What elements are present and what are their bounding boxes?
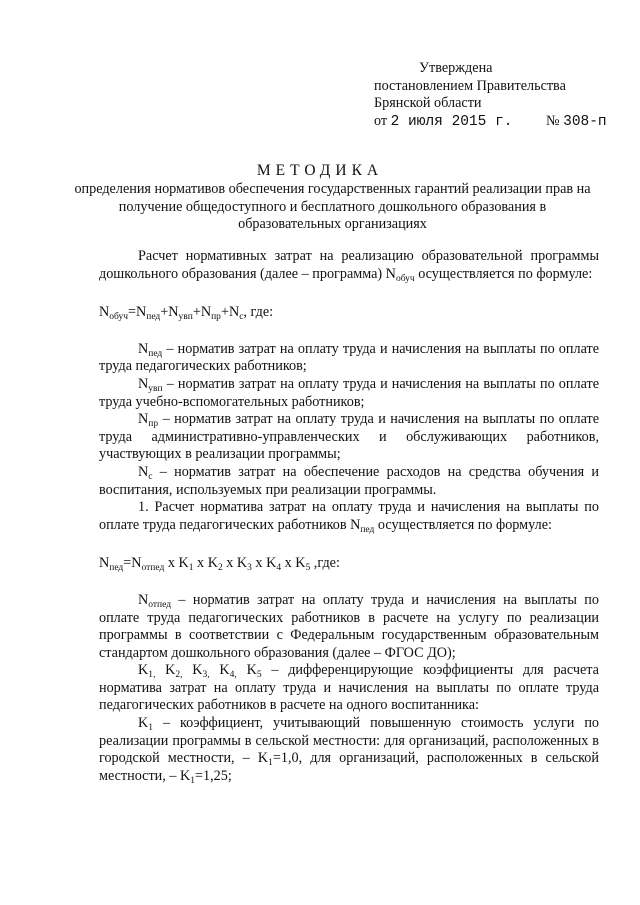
k1-definition: $K_1$ – коэффициент, учитывающий повышенную стоимость услуги по реализации программы в сельской местности: для организаций, расположенных в городской местности, – $K_1=1,0$, для организаций, расположенных в сельской местности, – $K_1=1,25$; [99, 715, 599, 786]
approval-date-line [374, 113, 624, 132]
definition-otped: $N_{отпед}$ – норматив затрат на оплату труда и начисления на выплаты по оплате труда педагогических работников в расчете на услугу по реализации программы в соответствии с Федеральным государственным образовательным стандартом дошкольного образования (далее – ФГОС ДО); [99, 591, 599, 661]
approval-number: 308-п [563, 113, 607, 130]
approval-line-3: Брянской области [374, 95, 482, 111]
approval-date-prefix: от [374, 112, 388, 129]
definition-ped: $N_{пед}$ – норматив затрат на оплату труда и начисления на выплаты по оплате труда педагогических работников; [99, 340, 599, 375]
coefficients-paragraph: $K_{1,}$ $K_{2,}$ $K_{3,}$ $K_{4,}$ $K_5$ – дифференцирующие коэффициенты для расчета норматива затрат на оплату труда и начисления на выплаты по оплате труда педагогических работников в расчете на одного воспитанника: [99, 662, 599, 714]
definition-uvp: $N_{увп}$ – норматив затрат на оплату труда и начисления на выплаты по оплате труда учебно-вспомогательных работников; [99, 375, 599, 410]
document-body [99, 248, 599, 785]
intro-paragraph: Расчет нормативных затрат на реализацию образовательной программы дошкольного образования (далее – программа) $N_{обуч}$ осуществляется по формуле: [99, 248, 599, 284]
document-title: МЕТОДИКА [256, 162, 384, 179]
definition-pr: $N_{пр}$ – норматив затрат на оплату труда и начисления на выплаты по оплате труда административно-управленческих и обслуживающих работников, участвующих в реализации программы; [99, 411, 599, 463]
document-subtitle: определения нормативов обеспечения государственных гарантий реализации прав на получение общедоступного и бесплатного дошкольного образования в образовательных организациях [74, 181, 591, 233]
formula-total: $N_{обуч}=N_{пед}+N_{увп}+N_{пр}+N_с$, где: [99, 304, 274, 323]
approval-block [374, 60, 624, 131]
formula-ped: $N_{пед}=N_{отпед}$ x $K_1$ x $K_2$ x $K_3$ x $K_4$ x $K_5$ ,где: [99, 555, 340, 574]
approval-date: 2 июля 2015 г. [390, 113, 513, 130]
item-1-paragraph: 1. Расчет норматива затрат на оплату труда и начисления на выплаты по оплате труда педагогических работников $N_{пед}$ осуществляется по формуле: [99, 499, 599, 535]
definition-c: $N_с$ – норматив затрат на обеспечение расходов на средства обучения и воспитания, используемых при реализации программы. [99, 463, 599, 498]
approval-line-1: Утверждена [419, 60, 493, 76]
approval-number-label: № [546, 112, 560, 129]
approval-line-2: постановлением Правительства [374, 77, 566, 94]
